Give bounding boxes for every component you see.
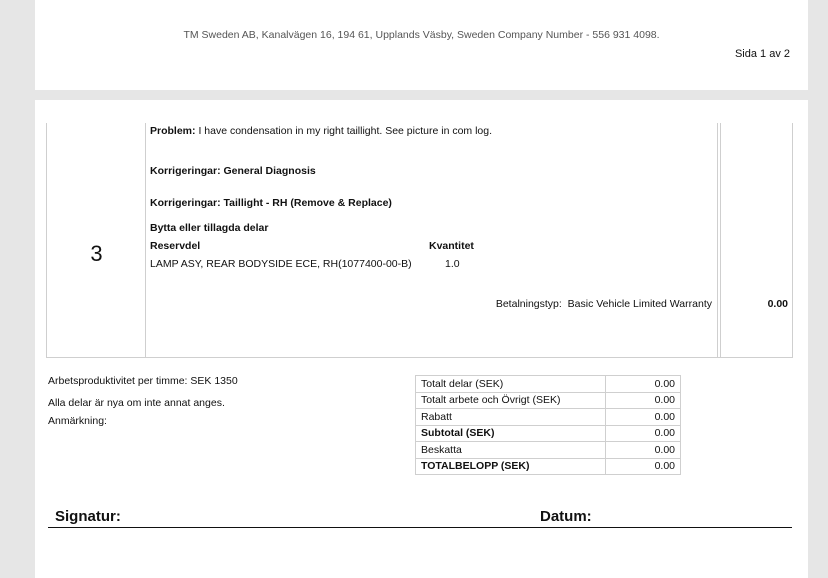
parts-heading: Bytta eller tillagda delar (150, 222, 269, 234)
page-1 (35, 0, 808, 90)
job-number: 3 (90, 241, 103, 266)
totals-value: 0.00 (606, 425, 681, 442)
remark-label: Anmärkning: (48, 415, 107, 427)
problem-text: I have condensation in my right taillight. See picture in com log. (198, 125, 493, 137)
date-label: Datum: (540, 508, 592, 525)
job-row (46, 123, 793, 358)
correction-taillight: Korrigeringar: Taillight - RH (Remove & Replace) (150, 197, 392, 209)
payment-type-label: Betalningstyp: (495, 298, 562, 310)
totals-label: Beskatta (416, 442, 606, 459)
signature-line (48, 527, 792, 528)
problem-label: Problem: (150, 125, 196, 137)
page-number: Sida 1 av 2 (734, 48, 790, 60)
totals-value: 0.00 (606, 458, 681, 475)
labor-rate: Arbetsproduktivitet per timme: SEK 1350 (48, 375, 238, 387)
column-divider (145, 123, 146, 357)
company-address: TM Sweden AB, Kanalvägen 16, 194 61, Upplands Väsby, Sweden Company Number - 556 931 4098. (183, 29, 660, 41)
table-row (416, 425, 681, 442)
signature-label: Signatur: (55, 508, 121, 525)
part-quantity: 1.0 (445, 258, 460, 270)
part-name: LAMP ASY, REAR BODYSIDE ECE, RH(1077400-00-B) (150, 258, 412, 270)
job-amount: 0.00 (767, 298, 788, 310)
totals-label: Totalt delar (SEK) (416, 376, 606, 393)
totals-label: Subtotal (SEK) (416, 425, 606, 442)
payment-type-value: Basic Vehicle Limited Warranty (567, 298, 712, 310)
totals-value: 0.00 (606, 392, 681, 409)
totals-label: TOTALBELOPP (SEK) (416, 458, 606, 475)
problem-line (150, 125, 492, 137)
table-row (416, 409, 681, 426)
parts-new-note: Alla delar är nya om inte annat anges. (48, 397, 225, 409)
totals-table (415, 375, 681, 475)
page-2 (35, 100, 808, 578)
totals-label: Rabatt (416, 409, 606, 426)
totals-label: Totalt arbete och Övrigt (SEK) (416, 392, 606, 409)
totals-value: 0.00 (606, 442, 681, 459)
column-divider (720, 123, 721, 357)
parts-column-part: Reservdel (150, 240, 201, 252)
totals-value: 0.00 (606, 409, 681, 426)
table-row (416, 442, 681, 459)
table-row (416, 458, 681, 475)
totals-value: 0.00 (606, 376, 681, 393)
column-divider (717, 123, 718, 357)
table-row (416, 392, 681, 409)
payment-type (496, 298, 712, 310)
correction-general-diagnosis: Korrigeringar: General Diagnosis (150, 165, 316, 177)
table-row (416, 376, 681, 393)
parts-column-quantity: Kvantitet (429, 240, 474, 252)
